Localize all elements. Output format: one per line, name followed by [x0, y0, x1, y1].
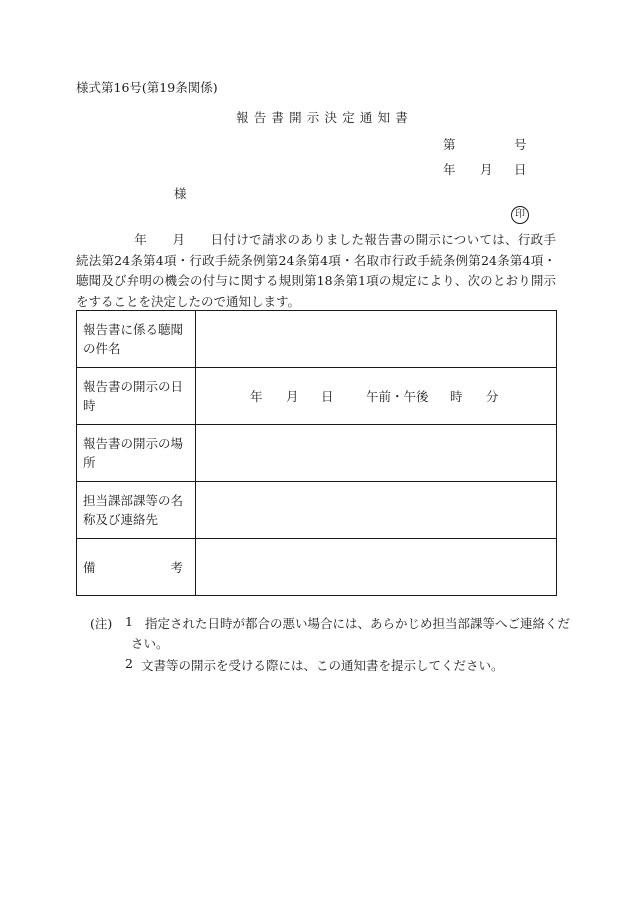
issue-date-year: 年	[443, 162, 456, 177]
issue-date-day: 日	[514, 162, 527, 177]
datetime-hour: 時	[450, 389, 463, 404]
remarks-char-2: 考	[170, 559, 183, 575]
label-datetime: 報告書の開示の日時	[77, 368, 196, 425]
value-remarks	[196, 539, 557, 596]
document-title: 報告書開示決定通知書	[236, 110, 414, 125]
datetime-ampm: 午前・午後	[366, 389, 429, 404]
label-remarks	[77, 539, 196, 596]
document-number-label: 第	[443, 137, 456, 152]
notes-lead: (注)	[90, 616, 113, 631]
note-2-text: 文書等の開示を受ける際には、この通知書を提示してください。	[141, 658, 504, 673]
value-subject	[196, 311, 557, 368]
issue-date-month: 月	[480, 162, 493, 177]
body-paragraph	[76, 230, 556, 312]
datetime-minute: 分	[486, 389, 499, 404]
datetime-day: 日	[321, 389, 334, 404]
addressee-suffix: 様	[174, 186, 187, 201]
label-subject: 報告書に係る聴聞の件名	[77, 311, 196, 368]
body-year: 年	[134, 232, 148, 247]
datetime-year: 年	[250, 389, 263, 404]
label-contact: 担当課部課等の名称及び連絡先	[77, 482, 196, 539]
note-2-number: 2	[125, 656, 133, 671]
remarks-char-1: 備	[83, 559, 96, 575]
label-place: 報告書の開示の場所	[77, 425, 196, 482]
table-row	[77, 482, 557, 539]
table-row	[77, 425, 557, 482]
note-1-continuation: さい。	[131, 636, 169, 651]
value-place	[196, 425, 557, 482]
table-row	[77, 368, 557, 425]
note-1-text: 指定された日時が都合の悪い場合には、あらかじめ担当部課等へご連絡くだ	[145, 616, 571, 631]
disclosure-table	[76, 310, 557, 596]
table-row	[77, 539, 557, 596]
body-month: 月	[172, 232, 186, 247]
datetime-month: 月	[286, 389, 299, 404]
value-contact	[196, 482, 557, 539]
body-text: 日付けで請求のありました報告書の開示については、行政手続法第24条第4項・行政手続条例第24条第4項・名取市行政手続条例第24条第4項・聴聞及び弁明の機会の付与に関する規則第18条第1項の規定により、次のとおり開示をすることを決定したので通知します。	[76, 232, 556, 309]
document-number-suffix: 号	[514, 137, 527, 152]
value-datetime	[196, 368, 557, 425]
seal-mark: 印	[511, 206, 529, 224]
form-number: 様式第16号(第19条関係)	[76, 80, 218, 95]
note-1-number: 1	[125, 614, 133, 629]
table-row	[77, 311, 557, 368]
